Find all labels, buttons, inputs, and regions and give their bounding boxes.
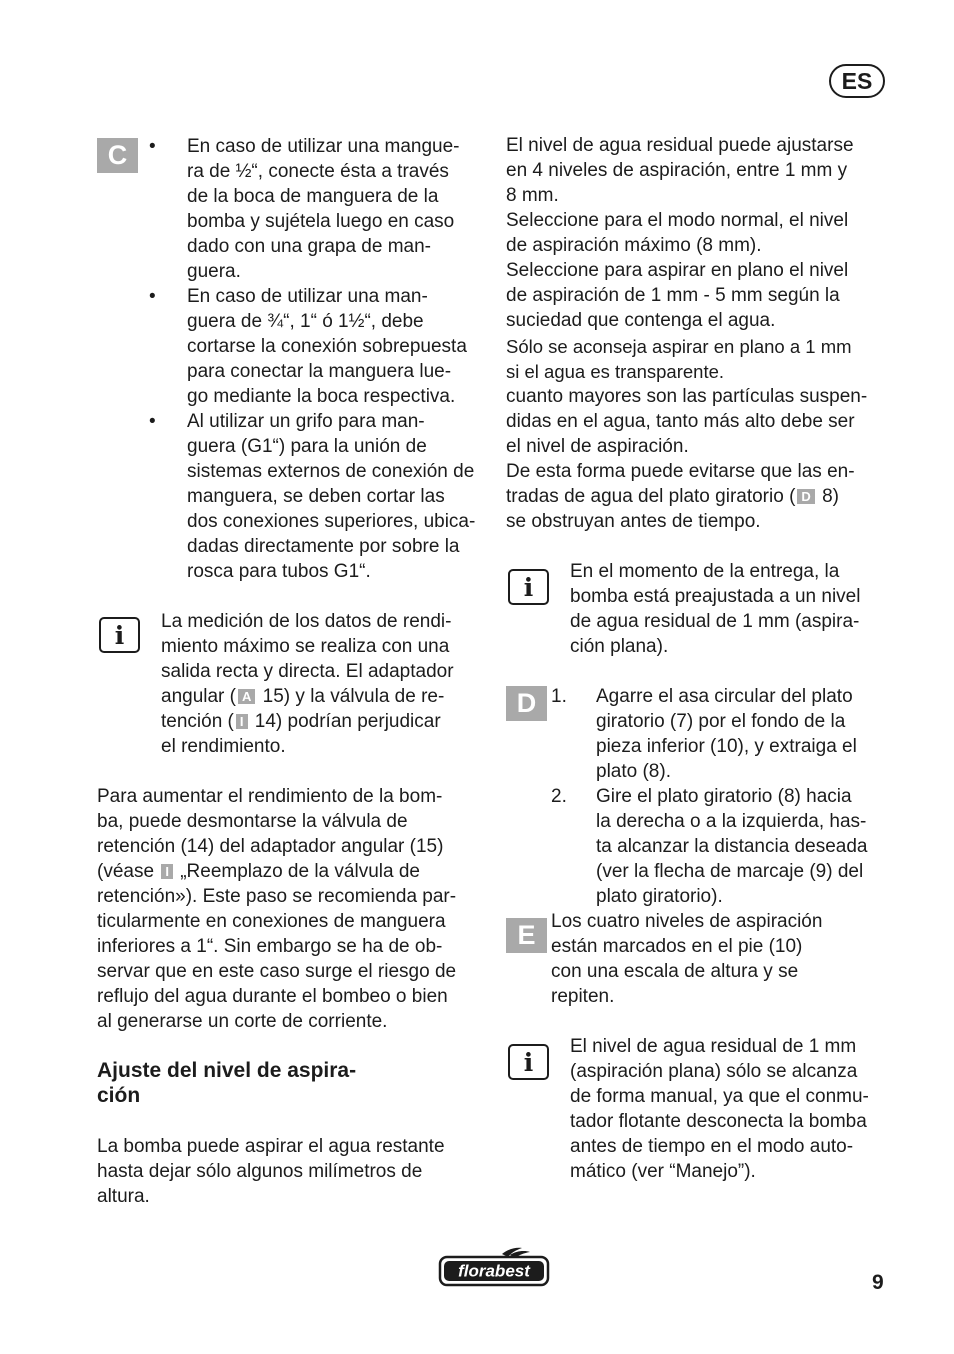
text-line: ticularmente en conexiones de manguera [97, 911, 446, 932]
text-line: se obstruyan antes de tiempo. [506, 511, 761, 532]
bullet-list [149, 134, 489, 584]
text-line: el rendimiento. [161, 736, 286, 757]
text-span: angular ( [161, 686, 236, 707]
text-line [161, 709, 491, 734]
text-line: inferiores a 1“. Sin embargo se ha de ob- [97, 936, 443, 957]
text-line [506, 484, 906, 509]
step-number: 2. [551, 786, 567, 807]
paragraph-flat-suction: Sólo se aconseja aspirar en plano a 1 mm si el agua es transparente. [506, 336, 852, 382]
step-text: Gire el plato giratorio (8) hacia la derecha o a la izquierda, has- ta alcanzar la distancia deseada (ver la flecha de marcaje (9) del plato giratorio). [596, 786, 868, 907]
step-text: Agarre el asa circular del plato giratorio (7) por el fondo de la pieza inferior (10), y extraiga el plato (8). [596, 686, 857, 782]
section-e-marker: E [506, 918, 547, 953]
info-note-manual: El nivel de agua residual de 1 mm (aspiración plana) sólo se alcanza de forma manual, ya que el conmu- tador flotante desconecta la bomba antes de tiempo en el modo auto- mático (ver “Manejo”). [570, 1036, 869, 1182]
text-line: La medición de los datos de rendi- [161, 611, 452, 632]
logo-text: florabest [458, 1261, 530, 1281]
text-line: ba, puede desmontarse la válvula de [97, 811, 408, 832]
text-line: retención (14) del adaptador angular (15) [97, 836, 444, 857]
bullet-text: Al utilizar un grifo para man- guera (G1“) para la unión de sistemas externos de conexión de manguera, se deben cortar las dos conexiones superiores, ubica- dadas directamente por sobre la rosca para tubos G1“. [187, 411, 476, 582]
info-note-performance [161, 609, 491, 759]
paragraph-levels: El nivel de agua residual puede ajustarse en 4 niveles de aspiración, entre 1 mm y 8 mm. Seleccione para el modo normal, el nivel de aspiración máximo (8 mm). Seleccione para aspirar en plano el nivel de aspiración de 1 mm - 5 mm según la suciedad que contenga el agua. [506, 135, 854, 331]
info-icon: i [508, 1044, 549, 1080]
paragraph-particles [506, 384, 906, 534]
list-item [149, 284, 489, 409]
text-span: (véase [97, 861, 160, 882]
numbered-steps [551, 684, 896, 1009]
step-number: 1. [551, 686, 567, 707]
text-line: reflujo del agua durante el bombeo o bien [97, 986, 448, 1007]
paragraph-performance [97, 784, 492, 1034]
paragraph-suction: La bomba puede aspirar el agua restante hasta dejar sólo algunos milímetros de altura. [97, 1136, 445, 1207]
text-block: cuanto mayores son las partículas suspen- didas en el agua, tanto más alto debe ser el nivel de aspiración. De esta forma puede evitarse que las en- [506, 386, 868, 482]
text-span: tradas de agua del plato giratorio ( [506, 486, 796, 507]
figure-ref-i: I [161, 864, 173, 879]
list-item [149, 134, 489, 284]
text-line [161, 684, 491, 709]
text-line: retención»). Este paso se recomienda par- [97, 886, 457, 907]
text-span: „Reemplazo de la válvula de [174, 861, 420, 882]
page-number: 9 [872, 1271, 884, 1294]
bullet-text: En caso de utilizar una man- guera de ¾“, 1“ ó 1½“, debe cortarse la conexión sobrepuesta para conectar la manguera lue- go mediante la boca respectiva. [187, 286, 467, 407]
list-item [551, 684, 896, 784]
list-item [149, 409, 489, 584]
text-line: servar que en este caso surge el riesgo de [97, 961, 457, 982]
section-d-marker: D [506, 686, 547, 721]
info-icon: i [508, 569, 549, 605]
bullet-text: En caso de utilizar una mangue- ra de ½“, conecte ésta a través de la boca de manguera de la bomba y sujétela luego en caso dado con una grapa de man- guera. [187, 136, 460, 282]
text-span: tención ( [161, 711, 234, 732]
figure-ref-d: D [797, 489, 814, 504]
language-badge: ES [829, 64, 885, 98]
info-icon: i [99, 617, 140, 653]
section-heading: Ajuste del nivel de aspira- ción [97, 1059, 357, 1107]
section-c-marker: C [97, 138, 138, 173]
florabest-logo [438, 1245, 550, 1287]
text-span: 8) [816, 486, 839, 507]
text-line: salida recta y directa. El adaptador [161, 661, 454, 682]
bullet-symbol: • [149, 286, 156, 307]
bullet-symbol: • [149, 136, 156, 157]
step-note: Los cuatro niveles de aspiración están marcados en el pie (10) con una escala de altura y se repiten. [551, 911, 823, 1007]
logo-graphic [438, 1245, 550, 1287]
text-line: miento máximo se realiza con una [161, 636, 450, 657]
text-span: 15) y la válvula de re- [257, 686, 445, 707]
figure-ref-i: I [236, 714, 248, 729]
text-line: al generarse un corte de corriente. [97, 1011, 388, 1032]
text-line: Para aumentar el rendimiento de la bom- [97, 786, 443, 807]
bullet-symbol: • [149, 411, 156, 432]
text-line [97, 859, 492, 884]
list-item [551, 784, 896, 909]
text-span: 14) podrían perjudicar [249, 711, 441, 732]
figure-ref-a: A [238, 689, 255, 704]
info-note-delivery: En el momento de la entrega, la bomba está preajustada a un nivel de agua residual de 1 mm (aspira- ción plana). [570, 561, 861, 657]
